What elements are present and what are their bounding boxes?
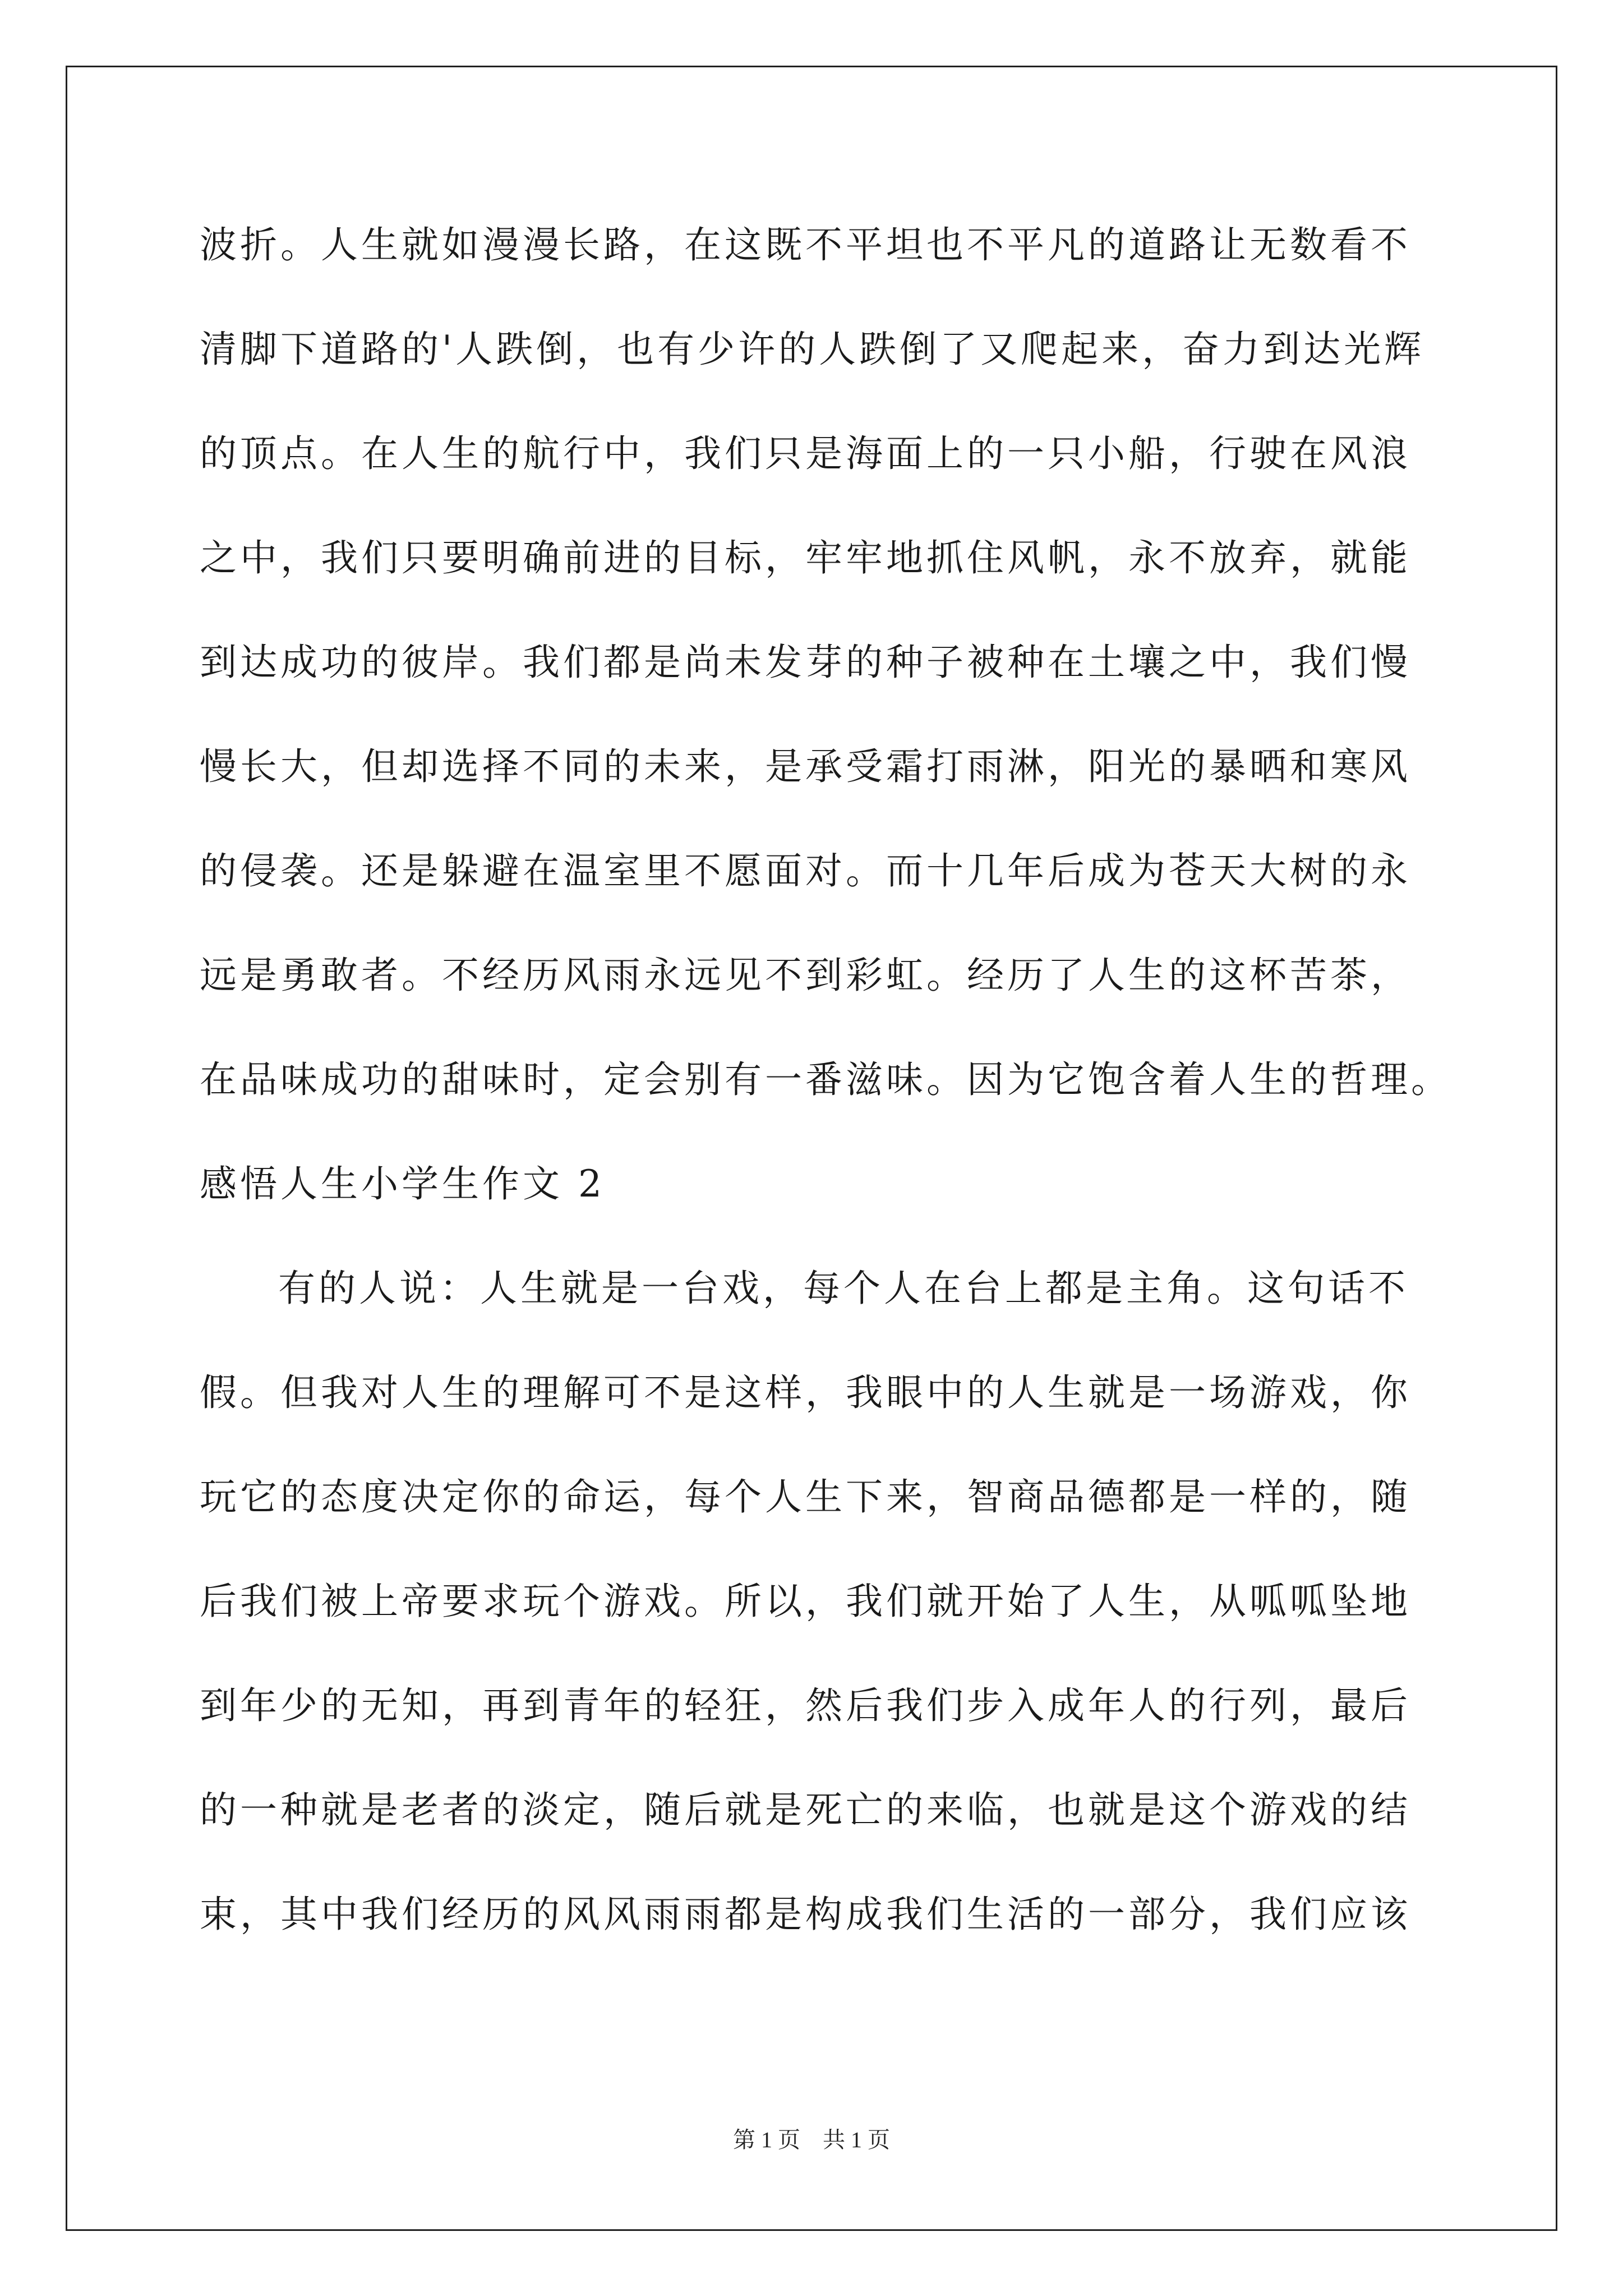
text-line: 清脚下道路的'人跌倒，也有少许的人跌倒了又爬起来，奋力到达光辉	[200, 328, 1425, 371]
page-number-footer: 第 1 页 共 1 页	[733, 2127, 890, 2152]
text-line: 远是勇敢者。不经历风雨永远见不到彩虹。经历了人生的这杯苦茶，	[200, 954, 1411, 997]
text-line: 的一种就是老者的淡定，随后就是死亡的来临，也就是这个游戏的结	[200, 1788, 1411, 1832]
text-line: 到年少的无知，再到青年的轻狂，然后我们步入成年人的行列，最后	[200, 1684, 1411, 1727]
text-line: 的侵袭。还是躲避在温室里不愿面对。而十几年后成为苍天大树的永	[200, 849, 1411, 892]
text-line: 的顶点。在人生的航行中，我们只是海面上的一只小船，行驶在风浪	[200, 432, 1411, 475]
text-line: 玩它的态度决定你的命运，每个人生下来，智商品德都是一样的，随	[200, 1475, 1411, 1519]
text-line: 后我们被上帝要求玩个游戏。所以，我们就开始了人生，从呱呱坠地	[200, 1580, 1411, 1623]
text-line: 波折。人生就如漫漫长路，在这既不平坦也不平凡的道路让无数看不	[200, 223, 1411, 266]
text-line: 假。但我对人生的理解可不是这样，我眼中的人生就是一场游戏，你	[200, 1371, 1411, 1414]
text-line: 慢长大，但却选择不同的未来，是承受霜打雨淋，阳光的暴晒和寒风	[200, 745, 1411, 788]
text-line: 到达成功的彼岸。我们都是尚未发芽的种子被种在土壤之中，我们慢	[200, 641, 1411, 684]
text-line: 之中，我们只要明确前进的目标，牢牢地抓住风帆，永不放弃，就能	[200, 536, 1411, 579]
text-line: 束，其中我们经历的风风雨雨都是构成我们生活的一部分，我们应该	[200, 1893, 1411, 1936]
section-heading: 感悟人生小学生作文 2	[200, 1162, 605, 1205]
text-line: 有的人说：人生就是一台戏，每个人在台上都是主角。这句话不	[278, 1267, 1409, 1310]
text-line: 在品味成功的甜味时，定会别有一番滋味。因为它饱含着人生的哲理。	[200, 1058, 1451, 1101]
